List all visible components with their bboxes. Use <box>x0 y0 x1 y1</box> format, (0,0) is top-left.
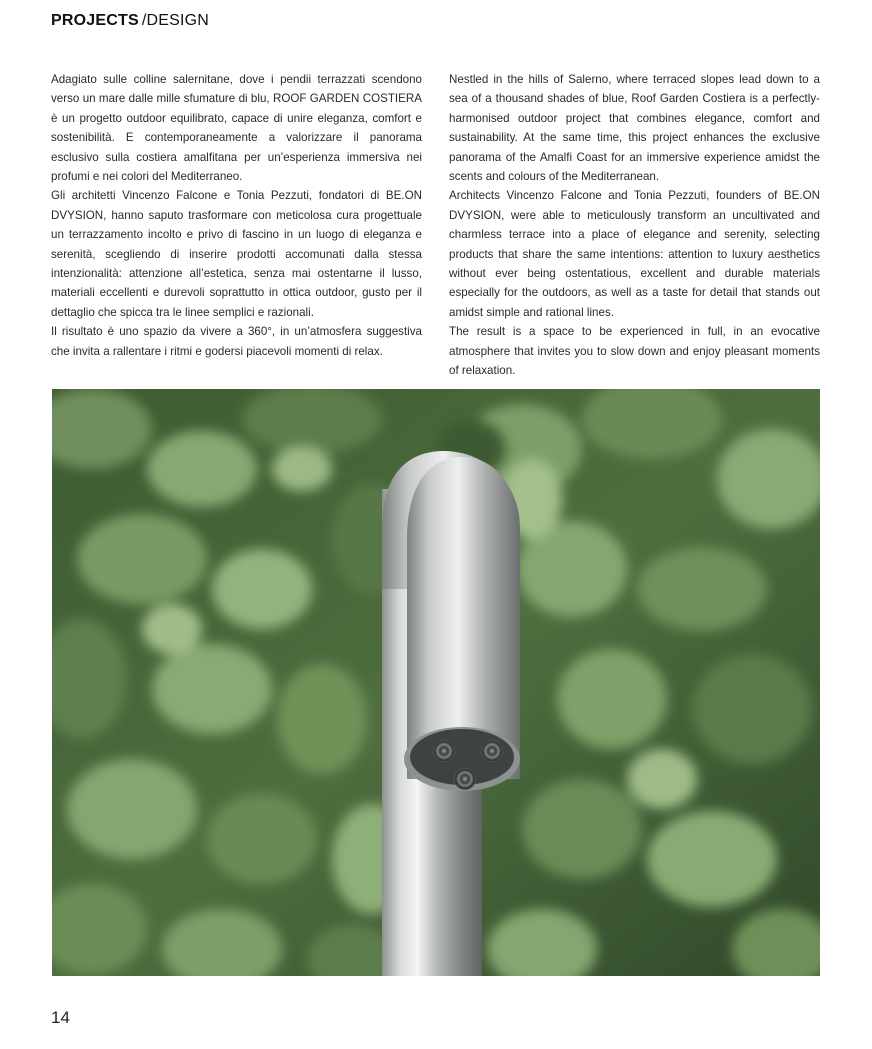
italian-paragraph: Adagiato sulle colline salernitane, dove i pendii terrazzati scendono verso un mare dalle mille sfumature di blu, ROOF GARDEN COSTIERA è un progetto outdoor equilibrato, capace di unire eleganza, comfort e sostenibilità. E contemporaneamente a valorizzare il panorama esclusivo sulla costiera amalfitana per un’esperienza immersiva nei profumi e nei colori del Mediterraneo. <box>51 73 422 184</box>
page-header <box>51 12 209 30</box>
outdoor-shower-photo <box>52 389 820 976</box>
italian-text-column <box>51 70 422 361</box>
english-paragraph: Architects Vincenzo Falcone and Tonia Pezzuti, founders of BE.ON DVYSION, were able to meticulously transform an uncultivated and charmless terrace into a place of elegance and serenity, selecting products that share the same intentions: attention to luxury aesthetics without ever being ostentatious, excellent and durable materials especially for the outdoors, as well as a taste for detail that stands out amidst simple and rational lines. <box>449 189 820 319</box>
english-paragraph: The result is a space to be experienced in full, in an evocative atmosphere that invites you to slow down and enjoy pleasant moments of relaxation. <box>449 325 820 378</box>
english-paragraph: Nestled in the hills of Salerno, where terraced slopes lead down to a sea of a thousand shades of blue, Roof Garden Costiera is a perfectly-harmonised outdoor project that combines elegance, comfort and sustainability. At the same time, this project enhances the exclusive panorama of the Amalfi Coast for an immersive experience amidst the scents and colours of the Mediterranean. <box>449 73 820 184</box>
english-text-column <box>449 70 820 381</box>
italian-paragraph: Gli architetti Vincenzo Falcone e Tonia Pezzuti, fondatori di BE.ON DVYSION, hanno saputo trasformare con meticolosa cura progettuale un terrazzamento incolto e privo di fascino in un luogo di eleganza e serenità, scegliendo di inserire prodotti accomunati dalla stessa intenzionalità: attenzione all’estetica, senza mai ostentarne il lusso, materiali eccellenti e durevoli soprattutto in ottica outdoor, gusto per il dettaglio che spicca tra le linee semplici e razionali. <box>51 189 422 319</box>
section-title: PROJECTS <box>51 12 139 29</box>
subsection-title: /DESIGN <box>141 12 210 29</box>
italian-paragraph: Il risultato è uno spazio da vivere a 360°, in un’atmosfera suggestiva che invita a rallentare i ritmi e godersi piacevoli momenti di relax. <box>51 325 422 358</box>
page-number: 14 <box>51 1008 70 1027</box>
stainless-steel-outdoor-shower-icon <box>52 389 820 976</box>
